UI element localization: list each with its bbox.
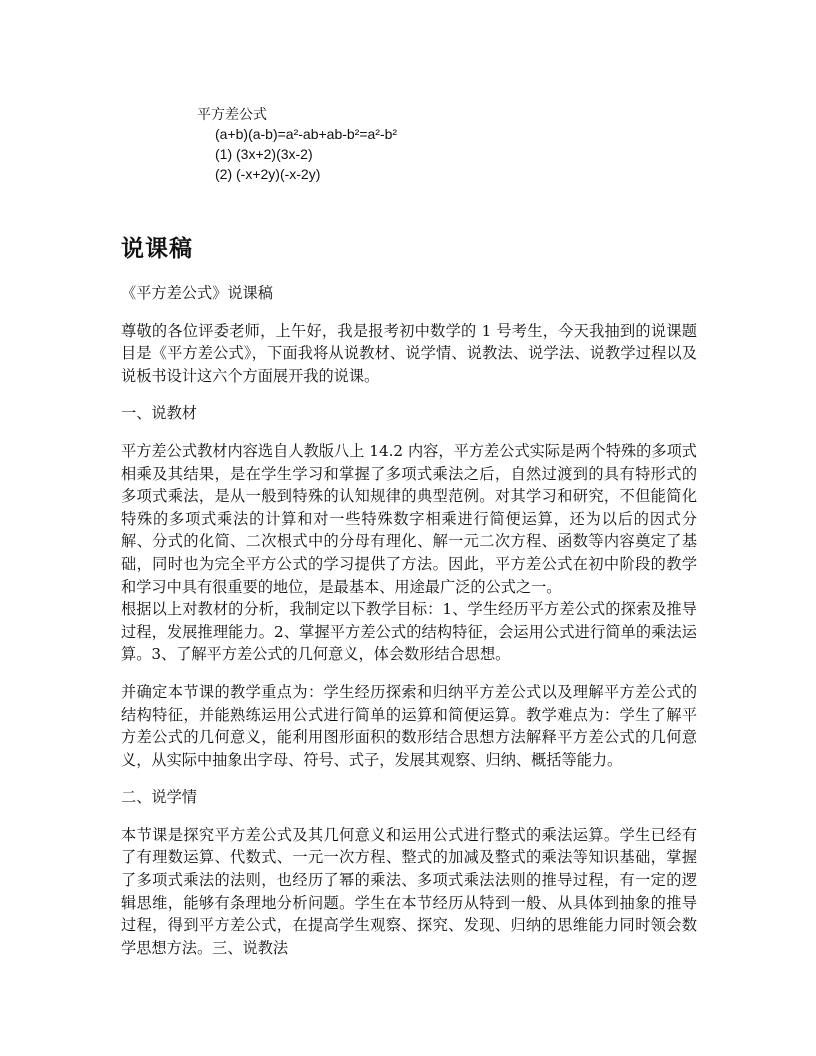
document-subtitle: 《平方差公式》说课稿 <box>121 284 273 302</box>
formula-title: 平方差公式 <box>197 106 267 122</box>
formula-identity: (a+b)(a-b)=a²-ab+ab-b²=a²-b² <box>215 126 398 142</box>
formula-block <box>197 104 397 184</box>
formula-example-1: (1) (3x+2)(3x-2) <box>215 146 313 162</box>
formula-example-2: (2) (-x+2y)(-x-2y) <box>215 166 321 182</box>
textbook-paragraph-1: 平方差公式教材内容选自人教版八上 14.2 内容，平方差公式实际是两个特殊的多项式相乘及其结果，是在学生学习和掌握了多项式乘法之后，自然过渡到的具有特形式的多项式乘法，是从一般到特殊的认知规律的典型范例。对其学习和研究，不但能简化特殊的多项式乘法的计算和对一些特殊数字相乘进行简便运算，还为以后的因式分解、分式的化简、二次根式中的分母有理化、解一元二次方程、函数等内容奠定了基础，同时也为完全平方公式的学习提供了方法。因此，平方差公式在初中阶段的教学和学习中具有很重要的地位，是最基本、用途最广泛的公式之一。 <box>121 441 697 596</box>
section-heading-students: 二、说学情 <box>121 788 197 807</box>
section-heading-textbook: 一、说教材 <box>121 404 197 423</box>
students-paragraph-1: 本节课是探究平方差公式及其几何意义和运用公式进行整式的乘法运算。学生已经有了有理数运算、代数式、一元一次方程、整式的加减及整式的乘法等知识基础，掌握了多项式乘法的法则，也经历了幂的乘法、多项式乘法法则的推导过程，有一定的逻辑思维，能够有条理地分析问题。学生在本节经历从特到一般、从具体到抽象的推导过程，得到平方差公式，在提高学生观察、探究、发现、归纳的思维能力同时领会数学思想方法。三、说教法 <box>121 825 697 957</box>
textbook-paragraph-2: 根据以上对教材的分析，我制定以下教学目标：1、学生经历平方差公式的探索及推导过程，发展推理能力。2、掌握平方差公式的结构特征，会运用公式进行简单的乘法运算。3、了解平方差公式的几何意义，体会数形结合思想。 <box>121 600 697 664</box>
textbook-paragraph-3: 并确定本节课的教学重点为：学生经历探索和归纳平方差公式以及理解平方差公式的结构特征，并能熟练运用公式进行简单的运算和简便运算。教学难点为：学生了解平方差公式的几何意义，能利用图形面积的数形结合思想方法解释平方差公式的几何意义，从实际中抽象出字母、符号、式子，发展其观察、归纳、概括等能力。 <box>121 682 697 769</box>
page-title: 说课稿 <box>121 236 193 262</box>
intro-paragraph: 尊敬的各位评委老师，上午好，我是报考初中数学的 1 号考生，今天我抽到的说课题目是《平方差公式》，下面我将从说教材、说学情、说教法、说学法、说教学过程以及说板书设计这六个方面展开我的说课。 <box>121 321 697 385</box>
document-body <box>121 282 697 974</box>
